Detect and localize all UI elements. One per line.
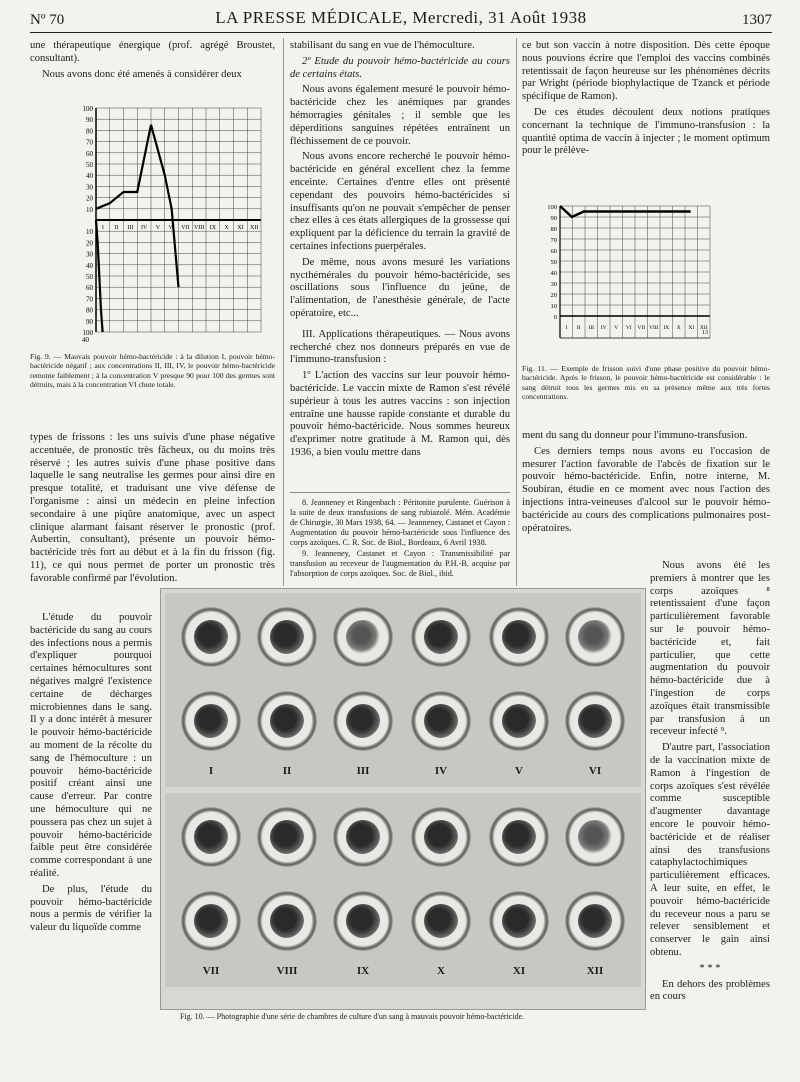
y-tick-label: 90 [86,317,93,326]
bacterial-colony [346,820,380,854]
axis-end-label: 40 [82,336,89,344]
culture-dish [181,607,241,667]
column-divider [283,38,284,586]
x-tick-label: V [614,325,619,331]
paragraph: Ces derniers temps nous avons eu l'occasion de mesurer l'action favorable de l'abcès de fixation sur le pouvoir hémo-bactéricide. Enfin, notre interne, M. Soubiran, étudie en ce moment avec nous l'action des injections intra-veineuses d'alcool sur le pouvoir hémo-bactéricide au cours des complications pulmonaires post-opératoires. [522,445,770,534]
paragraph: D'autre part, l'association de la vaccination mixte de Ramon à l'ingestion de corps azoïques s'est révélée comme susceptible d'augmenter davantage encore le pouvoir hémo-bactéricide et de réaliser ainsi des transfusions cataphylactochimiques particulièrement efficaces. A leur suite, en effet, le pouvoir hémo-bactéricide du receveur nous a paru se relever sensiblement et conserver le gain ainsi obtenu. [650,742,770,958]
culture-dish [257,607,317,667]
bacterial-colony [424,620,458,654]
bacterial-colony [578,620,612,654]
series-line [560,206,691,217]
culture-dish [411,607,471,667]
x-tick-label: IX [663,325,670,331]
bacterial-colony [424,904,458,938]
paragraph: Nous avons encore recherché le pouvoir hémo-bactéricide en général excellent chez la femme enceinte. Certaines d'entre elles ont présenté cependant des pouvoirs hémo-bactéricides si insuffisants qu'on ne pouvait s'empêcher de penser chez elles à ces états allergiques de la grossesse qui expliquent par la déficience du terrain la gravité de certaines infections puerpérales. [290,151,510,252]
bacterial-colony [424,704,458,738]
footnote: 8. Jeanneney et Ringenbach : Péritonite purulente. Guérison à la suite de deux transfusions de sang rubiazolé. Mém. Académie de Chirurgie, 30 Mars 1938, 64. — Jeanneney, Castanet et Cayon : Augmentation du pouvoir hémo-bactéricide sous l'influence des corps azoïques. C. R. Soc. de Biol., Bordeaux, 6 Avril 1938. [290,498,510,547]
culture-dish [411,807,471,867]
column-divider [516,38,517,586]
paragraph: De même, nous avons mesuré les variations nycthémérales du pouvoir hémo-bactéricide, ses oscillations sous l'influence du jeûne, de l'alimentation, de l'anesthésie générale, de l'acte opératoire, etc... [290,256,510,319]
x-tick-label: III [127,225,134,231]
issue-number: Nº 70 [30,12,65,28]
dish-label: V [515,765,523,777]
culture-dish [565,691,625,751]
dish-label: XI [512,965,526,977]
y-tick-label: 40 [86,261,93,270]
culture-dish [257,807,317,867]
y-tick-label: 80 [550,226,557,233]
dish-label: IV [434,765,448,777]
figure-10-caption: Fig. 10. — Photographie d'une série de chambres de culture d'un sang à mauvais pouvoir hémo-bactéricide. [180,1012,525,1021]
y-tick-label: 10 [550,303,557,310]
y-tick-label: 80 [86,127,93,136]
figure-9 [58,102,268,347]
paragraph: Nous avons été les premiers à montrer que les corps azoïques ⁸ retentissaient d'une façon particulièrement favorable sur le pouvoir hémo-bactéricide et, fait particulier, que cette augmentation du pouvoir hémo-bactéricide due à l'ingestion de corps azoïques était transmissible par transfusion à un receveur infecté ⁹. [650,560,770,738]
bacterial-colony [578,904,612,938]
bacterial-colony [194,820,228,854]
paragraph: De plus, l'étude du pouvoir hémo-bactéricide nous a permis de vérifier la valeur du liquoïde comme [30,883,152,934]
column-3-narrow [650,560,770,1004]
x-tick-label: XI [237,225,244,231]
y-tick-label: 30 [550,281,557,288]
x-tick-label: VIII [649,325,659,331]
column-1-mid [30,432,275,586]
x-tick-label: IV [600,325,607,331]
dish-label: X [437,965,445,977]
paragraph: Nous avons donc été amenés à considérer deux [42,68,242,80]
dish-label: VIII [276,965,298,977]
bacterial-colony [346,904,380,938]
x-tick-label: VI [168,225,175,231]
journal-title: LA PRESSE MÉDICALE, Mercredi, 31 Août 1938 [215,8,587,27]
figure-11 [538,200,716,346]
y-tick-label: 90 [86,116,93,125]
y-tick-label: 100 [547,204,557,211]
section-heading: III. Applications thérapeutiques. — Nous avons recherché chez nos donneurs préparés en vue de l'immuno-transfusion : [290,328,510,366]
y-tick-label: 60 [86,284,93,293]
figure-11-caption: Fig. 11. — Exemple de frisson suivi d'une phase positive du pouvoir hémo-bactéricide. Après le frisson, le pouvoir hémo-bactéricide est considérable : le sang détruit tous les germes mis en sa présence même aux très fortes concentrations. [522,364,770,402]
x-tick-label: XI [688,325,695,331]
bacterial-colony [270,620,304,654]
y-tick-label: 50 [86,273,93,281]
culture-dish [411,891,471,951]
bacterial-colony [424,820,458,854]
paragraph: De ces études découlent deux notions pratiques concernant la technique de l'immuno-transfusion : la quantité optima de vaccin à injecter ; le moment optimum pour le prélève- [522,106,770,157]
y-tick-label: 60 [86,149,93,158]
culture-dish [333,607,393,667]
y-tick-label: 70 [550,237,557,244]
y-tick-label: 80 [86,306,93,315]
y-tick-label: 0 [553,314,557,321]
bacterial-colony [578,820,612,854]
paragraph: ment du sang du donneur pour l'immuno-transfusion. [522,430,748,441]
y-tick-label: 60 [550,248,557,255]
y-tick-label: 70 [86,295,93,304]
paragraph: une thérapeutique énergique (prof. agrégé Broustet, consultant). [30,40,275,64]
page-number: 1307 [742,12,772,28]
y-tick-label: 20 [86,194,93,203]
bacterial-colony [194,620,228,654]
column-3-top [522,40,770,158]
bacterial-colony [194,704,228,738]
culture-dish [411,691,471,751]
y-tick-label: 50 [550,259,557,266]
column-3-mid [522,430,770,535]
figure-9-caption: Fig. 9. — Mauvais pouvoir hémo-bactéricide : à la dilution I, pouvoir hémo-bactéricide négatif ; aux concentrations II, III, IV, le pouvoir hémo-bactéricide remonte faiblement ; à la concentration V presque 90 pour 100 des germes sont détruits, mais à la concentration VI chute totale. [30,352,275,390]
y-tick-label: 20 [550,292,557,299]
footnotes [290,492,510,580]
culture-dish [565,891,625,951]
x-tick-label: X [676,325,681,331]
end-label: 13 [702,330,708,336]
column-1-narrow [30,612,152,935]
paragraph: En dehors des problèmes en cours [650,978,770,1003]
culture-dish [489,807,549,867]
y-tick-label: 100 [82,105,93,113]
x-tick-label: VI [625,325,632,331]
culture-dish [333,691,393,751]
y-tick-label: 30 [86,250,93,259]
y-tick-label: 10 [86,205,93,214]
section-heading: 2º Etude du pouvoir hémo-bactéricide au cours de certains états. [290,55,510,80]
bacterial-colony [270,820,304,854]
section-break: * * * [699,962,721,974]
culture-dish [257,891,317,951]
x-tick-label: I [565,325,568,331]
paragraph: 1º L'action des vaccins sur leur pouvoir hémo-bactéricide. Le vaccin mixte de Ramon s'est révélé supérieur à tous les autres vaccins : son injection entraîne une hausse rapide constante et durable du pouvoir hémo-bactéricide. Nous sommes heureux d'exprimer notre gratitude à M. Ramon qui, dès 1936, a bien voulu mettre dans [290,370,510,458]
column-1-top [30,40,275,81]
figure-9-chart [58,102,268,347]
culture-dish [257,691,317,751]
paragraph: Nous avons également mesuré le pouvoir hémo-bactéricide chez les anémiques par grandes hémorragies génitales ; il semble que les déperditions sanguines répétées entraînent un fléchissement de ce pouvoir. [290,84,510,147]
paragraph: L'étude du pouvoir bactéricide du sang au cours des infections nous a permis d'expliquer pourquoi certaines hémocultures sont négatives malgré l'existence certaine de décharges microbiennes dans le sang. Il y a donc intérêt à mesurer le pouvoir hémo-bactéricide au moment de la récolte du sang de l'hémoculture : un pouvoir hémo-bactéricide positif créant ainsi une cause d'erreur. Par contre une hémoculture qui ne poussera pas chez un sujet à pouvoir hémo-bactéricide faible peut être considérée comme correspondant à une réalité. [30,612,152,879]
bacterial-colony [270,904,304,938]
x-tick-label: VIII [193,225,205,231]
dish-label: VII [202,965,220,977]
y-tick-label: 40 [86,172,93,181]
x-tick-label: X [224,225,229,231]
bacterial-colony [502,620,536,654]
paragraph: stabilisant du sang en vue de l'hémoculture. [290,40,475,51]
column-2 [290,40,510,460]
dish-label: VI [588,765,602,777]
dish-label: I [208,765,214,777]
figure-10-photo [160,588,646,1010]
bacterial-colony [194,904,228,938]
dish-label: III [356,765,370,777]
dish-label: IX [356,965,370,977]
x-tick-label: XII [249,225,259,231]
x-tick-label: XII [699,325,708,331]
x-tick-label: II [576,325,581,331]
culture-dish [333,891,393,951]
bacterial-colony [502,904,536,938]
page-header [30,6,772,33]
culture-dish [181,891,241,951]
culture-dish [181,807,241,867]
dish-label: II [282,765,292,777]
bacterial-colony [346,704,380,738]
culture-dish [489,891,549,951]
y-tick-label: 20 [86,239,93,248]
bacterial-colony [578,704,612,738]
x-tick-label: II [114,225,119,231]
x-tick-label: V [155,225,161,231]
paragraph: ce but son vaccin à notre disposition. Dès cette époque nous pouvions écrire que l'emploi des vaccins combinés retentissait de façon heureuse sur les phénomènes décrits par Wright (période biophylactique de Tzanck et période spécifique de Ramon). [522,40,770,103]
y-tick-label: 90 [550,215,557,222]
culture-dish [565,607,625,667]
dish-label: XII [586,965,604,977]
paragraph: types de frissons : les uns suivis d'une phase négative accentuée, de pronostic très fâcheux, ou du moins très réservé ; les autres suivis d'une phase positive dans laquelle le sang neutralise les germes pour ainsi dire en presque totalité, et traduisant une vive défense de l'organisme : ainsi un médecin en pleine infection secondaire à une piqûre anatomique, avec un aspect clinique alarmant faisant réserver le pronostic (prof. Aubertin, consultant), présente un pouvoir hémo-bactéricide très fort au début et à la fin du frisson (fig. 11), ce qui nous permet de porter un pronostic très favorable confirmé par l'évolution. [30,432,275,584]
y-tick-label: 70 [86,138,93,147]
x-tick-label: III [588,325,594,331]
bacterial-colony [502,820,536,854]
x-tick-label: IV [140,225,148,231]
y-tick-label: 100 [82,329,93,337]
x-tick-label: IX [209,225,217,231]
figure-11-chart [538,200,716,346]
y-tick-label: 40 [550,270,557,277]
x-tick-label: I [101,225,104,231]
culture-dish [565,807,625,867]
culture-dish [181,691,241,751]
x-tick-label: VII [637,325,646,331]
culture-dish [333,807,393,867]
y-tick-label: 30 [86,183,93,192]
bacterial-colony [346,620,380,654]
x-tick-label: VII [181,225,190,231]
bacterial-colony [270,704,304,738]
y-tick-label: 50 [86,161,93,169]
footnote: 9. Jeanneney, Castanet et Cayon : Transmissibilité par transfusion au receveur de l'augmentation du P.H.-B. acquise par l'absorption de corps azoïques. Soc. de Biol., ibid. [290,549,510,578]
bacterial-colony [502,704,536,738]
culture-dish [489,607,549,667]
culture-dish [489,691,549,751]
y-tick-label: 10 [86,228,93,237]
